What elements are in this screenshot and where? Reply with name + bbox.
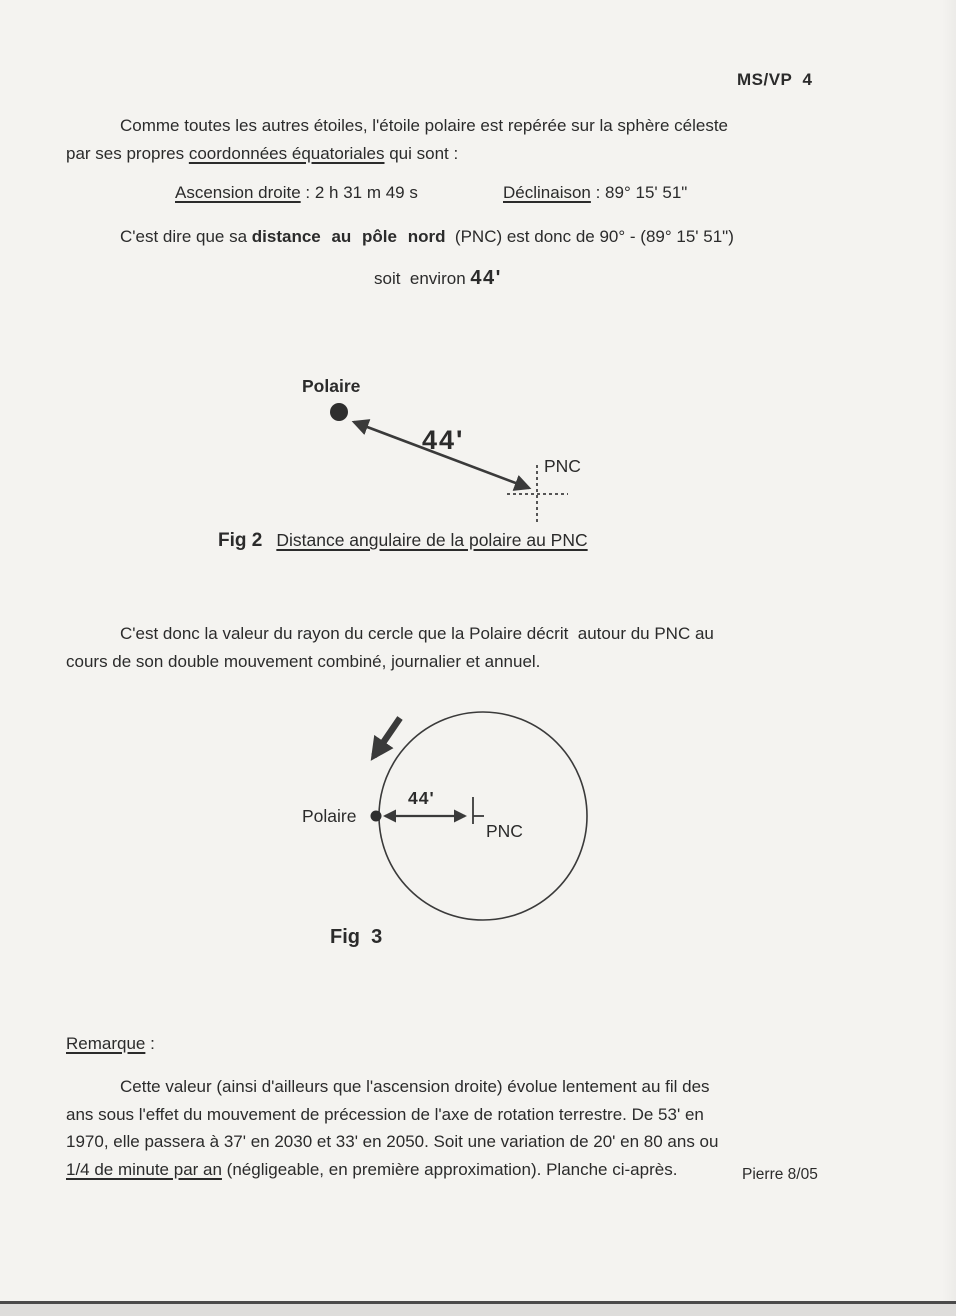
remark-heading-word: Remarque [66, 1034, 146, 1053]
remark-line-4: 1/4 de minute par an (négligeable, en première approximation). Planche ci-après. [66, 1159, 678, 1179]
fig2-caption [218, 530, 588, 552]
circle-paragraph [66, 620, 846, 675]
declination-value: : 89° 15' 51" [590, 183, 688, 202]
approx-value: 44' [470, 267, 502, 289]
scan-edge-shading [942, 0, 956, 1301]
right-ascension-label: Ascension droite [175, 183, 301, 202]
fig3-radius-label: 44' [408, 788, 435, 808]
fig2-caption-text: Distance angulaire de la polaire au PNC [276, 530, 588, 550]
scan-background-below-page [0, 1304, 956, 1316]
fig2-caption-id: Fig 2 [218, 530, 263, 551]
remark-line-1: Cette valeur (ainsi d'ailleurs que l'ascension droite) évolue lentement au fil des [120, 1077, 710, 1096]
remark-line-3: 1970, elle passera à 37' en 2030 et 33' en 2050. Soit une variation de 20' en 80 ans ou [66, 1132, 719, 1151]
fig2-distance-label: 44' [422, 425, 465, 455]
circle-para-line-1: C'est donc la valeur du rayon du cercle que la Polaire décrit autour du PNC au [120, 624, 714, 643]
pole-distance-line: C'est dire que sa distance au pôle nord (PNC) est donc de 90° - (89° 15' 51") [120, 227, 734, 246]
right-ascension-value: : 2 h 31 m 49 s [300, 183, 418, 202]
author-signature: Pierre 8/05 [742, 1166, 818, 1183]
underlined-coordonnees: coordonnées équatoriales [188, 143, 385, 163]
bold-distance-phrase: distance au pôle nord [251, 227, 446, 246]
right-ascension-line [175, 179, 418, 207]
page-reference: MS/VP 4 [737, 70, 813, 89]
underlined-quarter-minute: 1/4 de minute par an [66, 1159, 222, 1179]
fig2-diagram [288, 368, 628, 538]
fig3-caption: Fig 3 [330, 926, 383, 948]
declination-label: Déclinaison [503, 183, 591, 202]
fig2-pole-label: PNC [544, 456, 581, 476]
fig3-star-dot [371, 811, 382, 822]
remark-line-2: ans sous l'effet du mouvement de précession de l'axe de rotation terrestre. De 53' en [66, 1104, 704, 1124]
fig3-pole-label: PNC [486, 821, 523, 841]
fig3-center-tick-icon [473, 797, 484, 824]
remark-paragraph [66, 1073, 856, 1183]
fig2-star-label: Polaire [302, 376, 361, 396]
approx-value-line: soit environ 44' [374, 267, 502, 289]
fig2-star-dot [330, 403, 348, 421]
circle-para-line-2: cours de son double mouvement combiné, journalier et annuel. [66, 651, 541, 671]
fig3-rotation-direction-arrow-icon [374, 718, 400, 756]
declination-line [503, 179, 687, 207]
intro-line-1: Comme toutes les autres étoiles, l'étoile polaire est repérée sur la sphère céleste [120, 116, 728, 135]
intro-paragraph [66, 112, 846, 167]
fig3-diagram [290, 698, 690, 938]
remark-heading: Remarque : [66, 1034, 155, 1053]
intro-line-2: par ses propres coordonnées équatoriales qui sont : [66, 143, 459, 163]
fig3-star-label: Polaire [302, 806, 357, 826]
